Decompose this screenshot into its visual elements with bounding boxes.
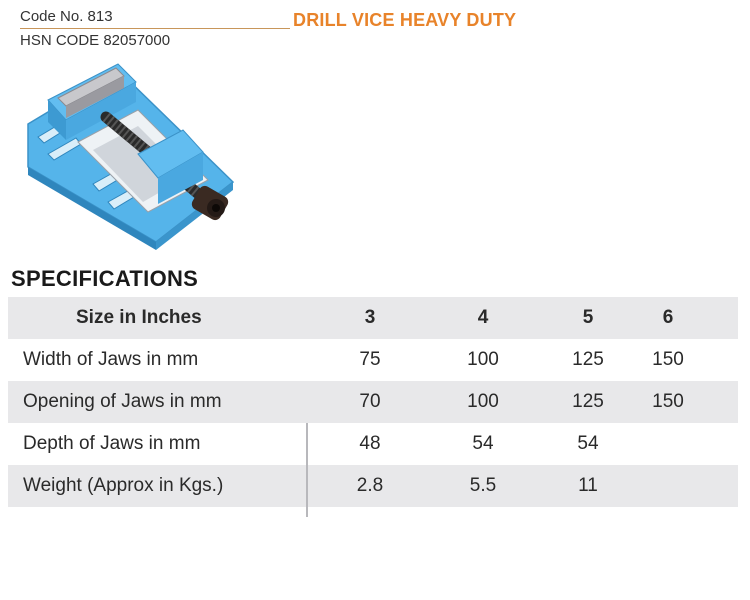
specifications-table	[8, 297, 738, 507]
specifications-heading: SPECIFICATIONS	[11, 266, 199, 291]
cell-value: 54	[472, 433, 494, 454]
cell-value: 70	[359, 391, 381, 412]
cell-value: 125	[572, 391, 604, 412]
table-row	[8, 465, 738, 507]
size-6: 6	[662, 307, 674, 328]
cell-value: 150	[652, 349, 684, 370]
cell-value: 125	[572, 349, 604, 370]
row-label: Opening of Jaws in mm	[23, 391, 222, 412]
row-label: Weight (Approx in Kgs.)	[23, 475, 224, 496]
cell-value: 100	[467, 391, 499, 412]
cell-value: 48	[359, 433, 381, 454]
table-row	[8, 381, 738, 423]
cell-value: 11	[578, 475, 598, 496]
row-label: Depth of Jaws in mm	[23, 433, 201, 454]
cell-value: 5.5	[469, 475, 497, 496]
cell-value: 100	[467, 349, 499, 370]
table-header-row	[8, 297, 738, 339]
drill-vice-image	[18, 62, 238, 252]
product-title: DRILL VICE HEAVY DUTY	[293, 10, 517, 30]
cell-value: 75	[359, 349, 381, 370]
hsn-code: HSN CODE 82057000	[20, 32, 171, 49]
table-row	[8, 339, 738, 381]
code-number: Code No. 813	[20, 8, 113, 25]
cell-value: 150	[652, 391, 684, 412]
code-underline	[20, 28, 290, 29]
header-label: Size in Inches	[76, 307, 202, 328]
cell-value: 54	[577, 433, 599, 454]
table-row	[8, 423, 738, 465]
size-5: 5	[582, 307, 594, 328]
size-4: 4	[477, 307, 489, 328]
row-label: Width of Jaws in mm	[23, 349, 199, 370]
column-divider	[306, 423, 308, 517]
cell-value: 2.8	[356, 475, 384, 496]
size-3: 3	[364, 307, 376, 328]
